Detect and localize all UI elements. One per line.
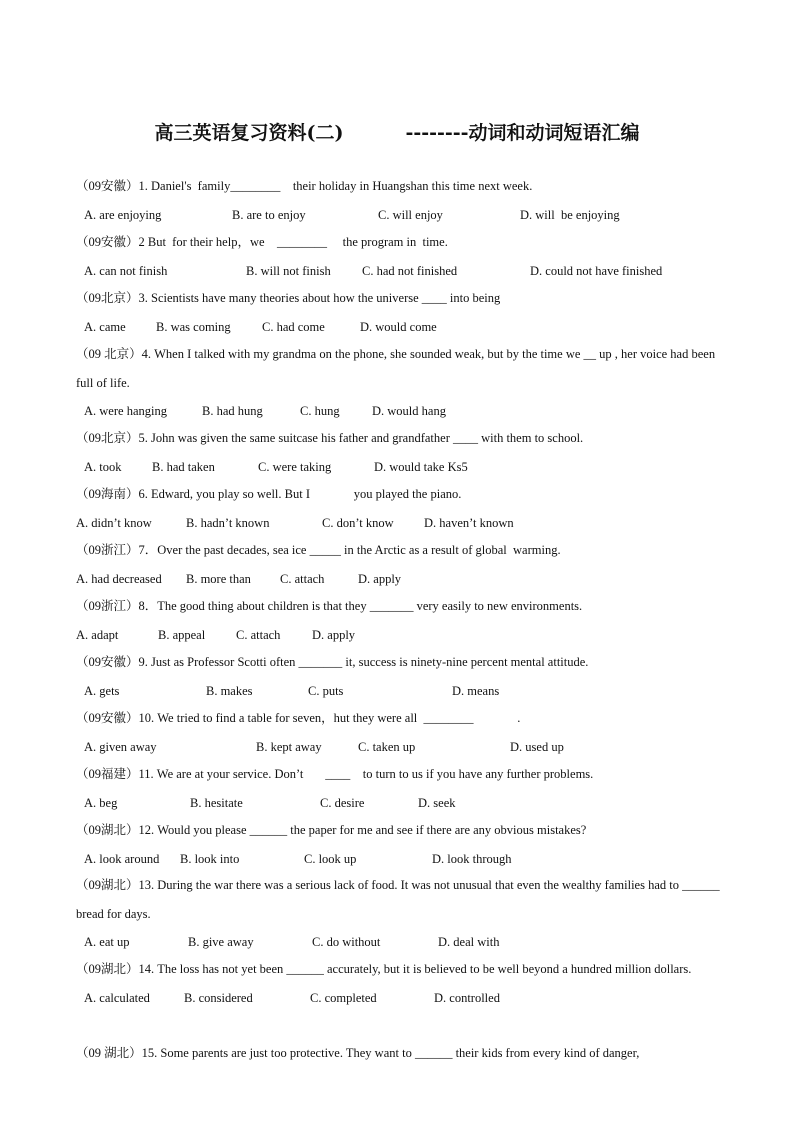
options-row	[76, 313, 726, 341]
options-row	[76, 257, 726, 285]
option-b: B. had hung	[202, 404, 263, 418]
option-d: D. controlled	[434, 990, 500, 1005]
question-stem: （09安徽）2 But for their help，we ________ the program in time.	[76, 235, 448, 249]
options-row	[76, 565, 726, 593]
option-c: C. puts	[308, 683, 344, 698]
option-a: A. came	[84, 319, 126, 334]
option-c: C. attach	[280, 571, 325, 586]
question-9	[76, 648, 726, 705]
question-11	[76, 760, 726, 817]
option-d: D. look through	[432, 851, 512, 866]
option-b: B. are to enjoy	[232, 207, 306, 222]
option-c: C. do without	[312, 935, 381, 949]
option-a: A. can not finish	[84, 263, 168, 278]
question-stem: （09北京）5. John was given the same suitcase his father and grandfather ____ with them to school.	[76, 431, 584, 445]
option-a: A. took	[84, 459, 122, 474]
question-stem: （09 湖北）15. Some parents are just too protective. They want to ______ their kids from every kind of danger,	[76, 1046, 640, 1060]
options-row	[76, 201, 726, 229]
option-c: C. will enjoy	[378, 207, 443, 222]
option-c: C. hung	[300, 404, 340, 418]
question-stem: （09浙江）7．Over the past decades, sea ice _____ in the Arctic as a result of global warming.	[76, 543, 561, 557]
options-row	[76, 928, 726, 956]
option-a: A. beg	[84, 795, 118, 810]
option-b: B. more than	[186, 571, 251, 586]
option-d: D. will be enjoying	[520, 207, 620, 222]
question-13	[76, 871, 726, 956]
document-title	[0, 118, 794, 145]
title-subtitle: --------动词和动词短语汇编	[405, 122, 640, 144]
option-c: C. desire	[320, 795, 365, 810]
question-1	[76, 172, 726, 229]
question-8	[76, 592, 726, 649]
option-d: D. means	[452, 683, 500, 698]
question-5	[76, 424, 726, 481]
option-a: A. look around	[84, 851, 160, 866]
question-stem: （09湖北）14. The loss has not yet been ______ accurately, but it is believed to be well beyond a hundred million dollars.	[76, 962, 692, 976]
question-7	[76, 536, 726, 593]
option-c: C. had not finished	[362, 263, 458, 278]
option-b: B. considered	[184, 990, 253, 1005]
question-stem: （09北京）3. Scientists have many theories about how the universe ____ into being	[76, 291, 501, 305]
question-stem: （09湖北）12. Would you please ______ the paper for me and see if there are any obvious mistakes?	[76, 823, 587, 837]
options-row	[76, 621, 726, 649]
option-a: A. adapt	[76, 627, 119, 642]
options-row	[76, 789, 726, 817]
question-12	[76, 816, 726, 873]
option-d: D. would take Ks5	[374, 459, 468, 474]
option-b: B. hadn’t known	[186, 515, 270, 530]
option-b: B. look into	[180, 851, 240, 866]
option-d: D. used up	[510, 739, 564, 754]
question-2	[76, 228, 726, 285]
option-d: D. would come	[360, 319, 437, 334]
options-row	[76, 397, 726, 425]
title-main: 高三英语复习资料(二)	[154, 122, 344, 144]
options-row	[76, 845, 726, 873]
option-b: B. hesitate	[190, 795, 243, 810]
option-d: D. apply	[358, 571, 402, 586]
option-b: B. appeal	[158, 627, 206, 642]
option-d: D. would hang	[372, 404, 446, 418]
option-c: C. look up	[304, 851, 357, 866]
option-a: A. didn’t know	[76, 515, 152, 530]
question-stem: （09福建）11. We are at your service. Don’t ____ to turn to us if you have any further problems.	[76, 767, 594, 781]
question-stem: （09海南）6. Edward, you play so well. But I you played the piano.	[76, 487, 462, 501]
question-stem: （09 北京）4. When I talked with my grandma on the phone, she sounded weak, but by the time we __ up , her voice had been full of life.	[76, 347, 719, 390]
option-b: B. makes	[206, 683, 253, 698]
question-stem: （09浙江）8．The good thing about children is that they _______ very easily to new environments.	[76, 599, 583, 613]
option-c: C. don’t know	[322, 515, 394, 530]
option-d: D. could not have finished	[530, 263, 663, 278]
option-b: B. give away	[188, 935, 254, 949]
option-a: A. are enjoying	[84, 207, 162, 222]
question-14	[76, 955, 726, 1012]
options-row	[76, 509, 726, 537]
question-10	[76, 704, 726, 761]
question-stem: （09安徽）10. We tried to find a table for seven，hut they were all ________ .	[76, 711, 521, 725]
option-d: D. deal with	[438, 935, 500, 949]
option-b: B. had taken	[152, 459, 215, 474]
option-d: D. seek	[418, 795, 456, 810]
option-a: A. eat up	[84, 935, 130, 949]
options-row	[76, 733, 726, 761]
option-a: A. calculated	[84, 990, 150, 1005]
option-c: C. were taking	[258, 459, 332, 474]
option-a: A. given away	[84, 739, 157, 754]
question-stem: （09安徽）9. Just as Professor Scotti often _______ it, success is ninety-nine percent mental attitude.	[76, 655, 589, 669]
option-c: C. had come	[262, 319, 325, 334]
option-d: D. haven’t known	[424, 515, 514, 530]
option-a: A. had decreased	[76, 571, 162, 586]
option-a: A. were hanging	[84, 404, 167, 418]
options-row	[76, 984, 726, 1012]
question-6	[76, 480, 726, 537]
option-c: C. completed	[310, 990, 377, 1005]
option-c: C. attach	[236, 627, 281, 642]
option-b: B. was coming	[156, 319, 231, 334]
option-c: C. taken up	[358, 739, 416, 754]
question-stem: （09安徽）1. Daniel's family________ their holiday in Huangshan this time next week.	[76, 179, 533, 193]
question-stem: （09湖北）13. During the war there was a serious lack of food. It was not unusual that even the wealthy families had to ______ bread for days.	[76, 878, 723, 921]
option-b: B. kept away	[256, 739, 322, 754]
option-b: B. will not finish	[246, 263, 331, 278]
question-3	[76, 284, 726, 341]
option-a: A. gets	[84, 683, 120, 698]
options-row	[76, 453, 726, 481]
option-d: D. apply	[312, 627, 356, 642]
question-15	[76, 1039, 726, 1068]
question-4	[76, 340, 726, 425]
options-row	[76, 677, 726, 705]
